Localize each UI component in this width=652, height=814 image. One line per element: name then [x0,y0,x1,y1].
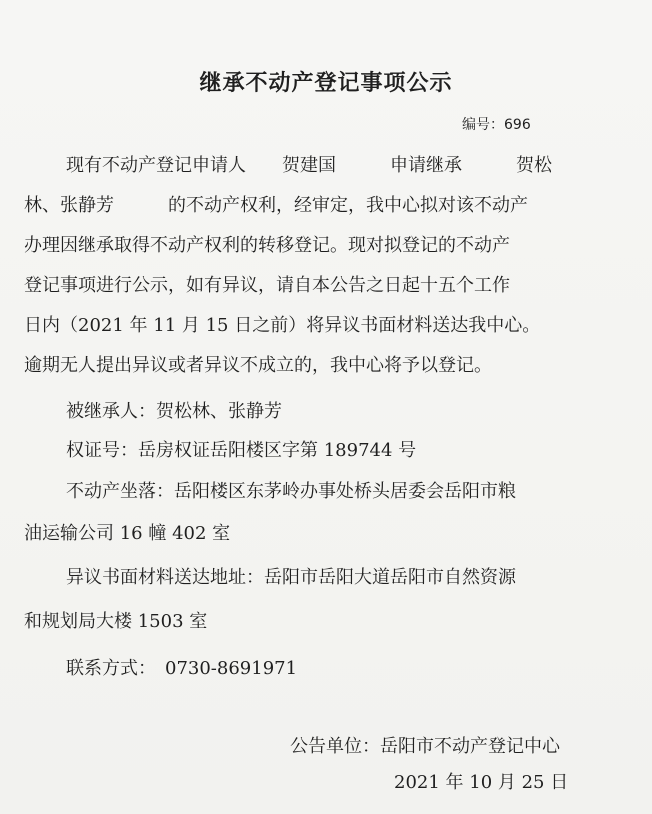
contact-line: 联系方式： 0730-8691971 [66,658,298,679]
certificate-line: 权证号：岳房权证岳阳楼区字第 189744 号 [66,440,417,461]
paragraph-line: 现有不动产登记申请人 贺建国 申请继承 贺松 [66,155,552,176]
heir-line: 被继承人：贺松林、张静芳 [66,401,282,422]
paragraph-line: 日内（2021 年 11 月 15 日之前）将异议书面材料送达我中心。 [24,315,541,336]
notice-paragraph [24,146,624,386]
issuing-unit: 公告单位：岳阳市不动产登记中心 [290,736,560,757]
document-number: 编号：696 [462,117,531,133]
paragraph-line: 办理因继承取得不动产权利的转移登记。现对拟登记的不动产 [24,235,510,256]
paragraph-line: 林、张静芳 的不动产权利，经审定，我中心拟对该不动产 [24,195,528,216]
paragraph-line: 逾期无人提出异议或者异议不成立的，我中心将予以登记。 [24,355,492,376]
objection-address-line: 异议书面材料送达地址：岳阳市岳阳大道岳阳市自然资源 [66,567,516,588]
property-location-continuation: 油运输公司 16 幢 402 室 [24,523,231,544]
paragraph-line: 登记事项进行公示，如有异议，请自本公告之日起十五个工作 [24,275,510,296]
issue-date: 2021 年 10 月 25 日 [394,772,569,793]
objection-address-continuation: 和规划局大楼 1503 室 [24,611,208,632]
document-title: 继承不动产登记事项公示 [199,71,453,96]
property-location-line: 不动产坐落：岳阳楼区东茅岭办事处桥头居委会岳阳市粮 [66,481,516,502]
